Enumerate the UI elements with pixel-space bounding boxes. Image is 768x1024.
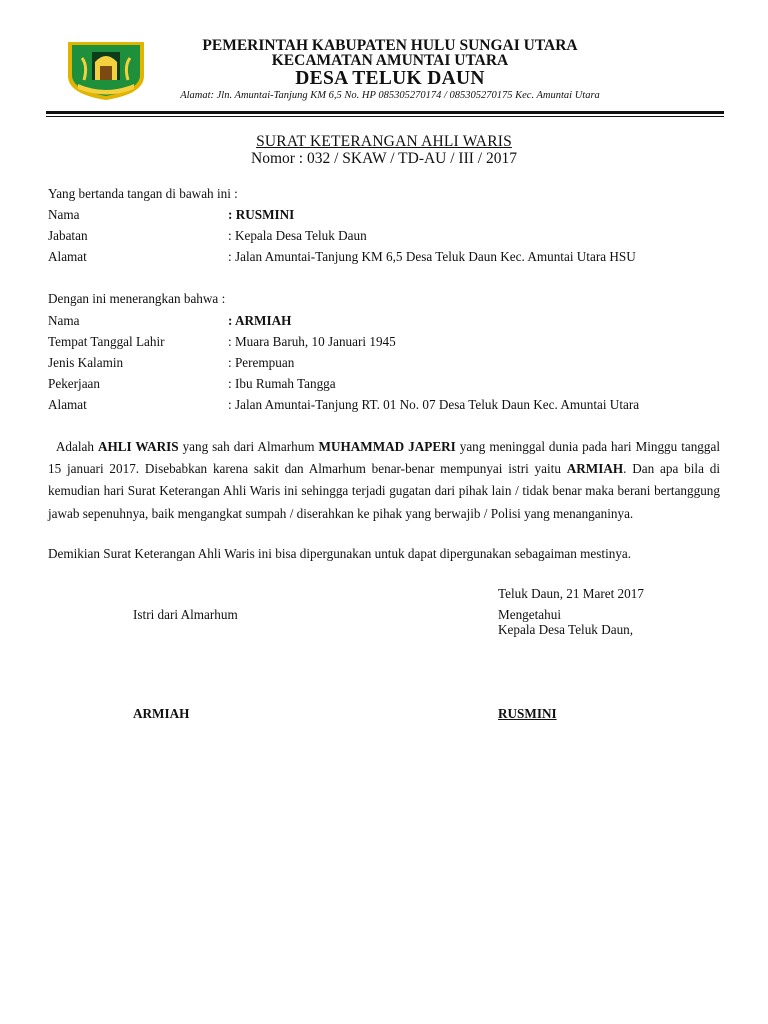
subject-name-label: Nama bbox=[48, 313, 80, 328]
subject-gender-label: Jenis Kalamin bbox=[48, 355, 124, 370]
left-signer-name: ARMIAH bbox=[133, 706, 190, 721]
statement-text-4: . Dan apa bila di kemudian hari Surat Keterangan Ahli Waris ini sehingga terjadi gugatan dari pihak lain / tidak benar maka berani bertanggung jawab sepenuhnya, baik mengangkat sumpah / diserahkan ke pihak yang berwajib / Polisi yang menanganinya. bbox=[48, 461, 720, 521]
signer-intro: Yang bertanda tangan di bawah ini : bbox=[48, 186, 238, 201]
signer-position-label: Jabatan bbox=[48, 228, 88, 243]
document-number: Nomor : 032 / SKAW / TD-AU / III / 2017 bbox=[251, 150, 517, 167]
statement-wife-name: ARMIAH bbox=[566, 461, 624, 477]
subject-job-label: Pekerjaan bbox=[48, 376, 100, 391]
signer-name-value: : RUSMINI bbox=[228, 207, 295, 222]
header-address: Alamat: Jln. Amuntai-Tanjung KM 6,5 No. HP 085305270174 / 085305270175 Kec. Amuntai Utara bbox=[180, 90, 600, 101]
statement-deceased-name: MUHAMMAD JAPERI bbox=[318, 439, 456, 454]
header-divider-thick bbox=[46, 111, 724, 114]
subject-address-value: : Jalan Amuntai-Tanjung RT. 01 No. 07 Desa Teluk Daun Kec. Amuntai Utara bbox=[228, 397, 640, 412]
header-district: KECAMATAN AMUNTAI UTARA bbox=[271, 52, 509, 69]
document-title: SURAT KETERANGAN AHLI WARIS bbox=[256, 133, 512, 150]
village-emblem-logo bbox=[62, 36, 150, 102]
signer-address-value: : Jalan Amuntai-Tanjung KM 6,5 Desa Teluk Daun Kec. Amuntai Utara HSU bbox=[228, 249, 636, 264]
place-date: Teluk Daun, 21 Maret 2017 bbox=[498, 586, 644, 601]
subject-name-value: : ARMIAH bbox=[228, 313, 292, 328]
statement-text-2: yang sah dari Almarhum bbox=[178, 439, 319, 454]
statement-text-3: yang meninggal dunia pada hari Minggu tanggal 15 januari 2017. Disebabkan karena sakit dan Almarhum benar-benar mempunyai istri yaitu bbox=[48, 439, 721, 477]
signer-name-label: Nama bbox=[48, 207, 80, 222]
header-government: PEMERINTAH KABUPATEN HULU SUNGAI UTARA bbox=[202, 37, 578, 54]
statement-text-1: Adalah bbox=[55, 439, 98, 454]
subject-birth-value: : Muara Baruh, 10 Januari 1945 bbox=[228, 334, 396, 349]
signer-address-label: Alamat bbox=[48, 249, 87, 264]
subject-job-value: : Ibu Rumah Tangga bbox=[228, 376, 336, 391]
statement-paragraph bbox=[48, 436, 720, 525]
subject-intro: Dengan ini menerangkan bahwa : bbox=[48, 291, 226, 306]
right-signer-title: Kepala Desa Teluk Daun, bbox=[498, 622, 634, 637]
subject-gender-value: : Perempuan bbox=[228, 355, 295, 370]
statement-heir-term: AHLI WARIS bbox=[97, 439, 179, 454]
subject-birth-label: Tempat Tanggal Lahir bbox=[48, 334, 165, 349]
right-signer-name: RUSMINI bbox=[498, 706, 557, 721]
header-divider-thin bbox=[46, 116, 724, 117]
signer-position-value: : Kepala Desa Teluk Daun bbox=[228, 228, 367, 243]
right-signer-role: Mengetahui bbox=[498, 607, 561, 622]
closing-statement: Demikian Surat Keterangan Ahli Waris ini bisa dipergunakan untuk dapat dipergunakan sebagaiman mestinya. bbox=[48, 546, 632, 561]
left-signer-role: Istri dari Almarhum bbox=[133, 607, 238, 622]
subject-address-label: Alamat bbox=[48, 397, 87, 412]
header-village: DESA TELUK DAUN bbox=[295, 68, 485, 89]
